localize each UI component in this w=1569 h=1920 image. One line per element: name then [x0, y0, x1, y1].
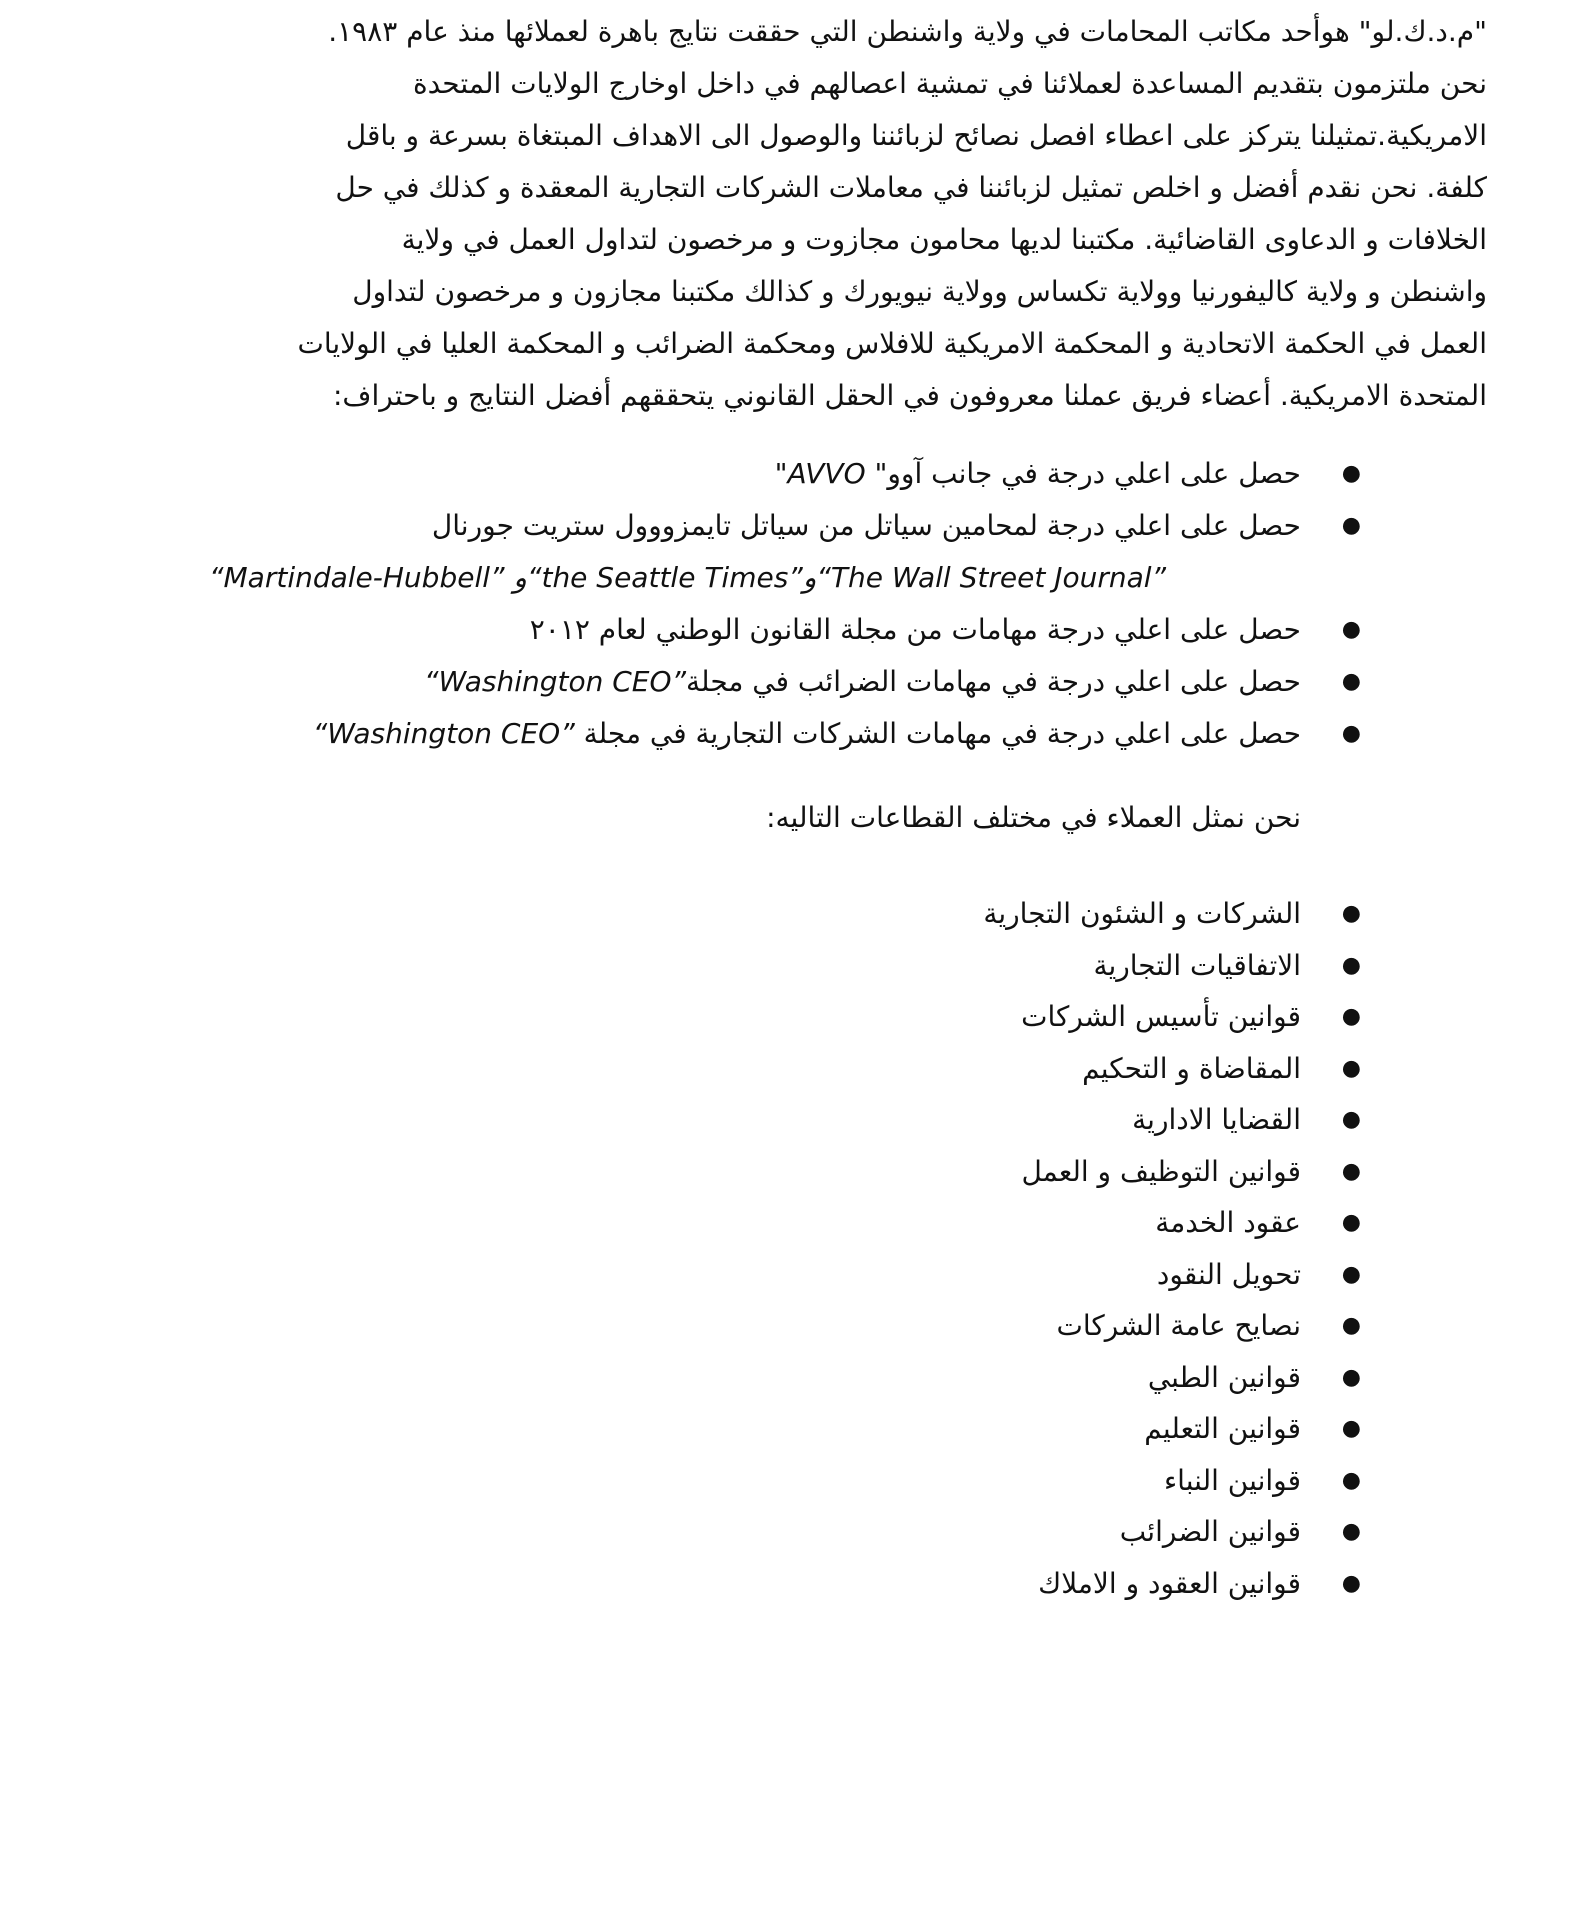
- intro-line: "م.د.ك.لو" هوأحد مكاتب المحامات في ولاية واشنطن التي حققت نتايج باهرة لعملائها منذ عام ١٩٨٣.: [328, 15, 1487, 48]
- sector-text: الاتفاقيات التجارية: [1093, 948, 1301, 982]
- sector-item: [983, 991, 1369, 1043]
- award-item: [119, 448, 1369, 500]
- award-english: “Washington CEO”: [312, 717, 575, 750]
- bullet-icon: ●: [1341, 669, 1361, 694]
- sectors-heading: نحن نمثل العملاء في مختلف القطاعات التاليه:: [766, 801, 1301, 834]
- sector-item: [983, 1249, 1369, 1301]
- intro-line: المتحدة الامريكية. أعضاء فريق عملنا معروفون في الحقل القانوني يتحققهم أفضل النتايج و باحتراف:: [333, 379, 1487, 412]
- bullet-icon: ●: [1341, 1313, 1361, 1338]
- award-text: حصل على اعلي درجة في مهامات الشركات التجارية في مجلة: [583, 717, 1301, 750]
- sector-text: قوانين تأسيس الشركات: [1021, 1000, 1301, 1033]
- intro-line: كلفة. نحن نقدم أفضل و اخلص تمثيل لزبائننا في معاملات الشركات التجارية المعقدة و كذلك في حل: [335, 171, 1487, 204]
- bullet-icon: ●: [1341, 1158, 1361, 1184]
- sector-text: تحويل النقود: [1156, 1257, 1301, 1291]
- sector-text: المقاضاة و التحكيم: [1082, 1051, 1301, 1085]
- bullet-icon: ●: [1341, 1364, 1361, 1390]
- sector-text: عقود الخدمة: [1155, 1206, 1301, 1239]
- sector-item: [983, 1506, 1369, 1558]
- bullet-icon: ●: [1341, 1467, 1361, 1493]
- awards-list: [119, 448, 1369, 760]
- bullet-icon: ●: [1341, 1519, 1361, 1544]
- bullet-icon: ●: [1341, 1004, 1361, 1029]
- award-item: [119, 604, 1369, 656]
- sector-item: [983, 1558, 1369, 1610]
- sector-item: [983, 1146, 1369, 1198]
- intro-line: الامريكية.تمثيلنا يتركز على اعطاء افصل نصائح لزبائننا والوصول الى الاهداف المبتغاة بسرعة و باقل: [345, 119, 1487, 152]
- award-text: حصل على اعلي درجة لمحامين سياتل من سياتل تايمزووول ستريت جورنال: [431, 509, 1301, 542]
- sector-item: [983, 1403, 1369, 1455]
- sector-item: [983, 1455, 1369, 1507]
- sector-item: [983, 1094, 1369, 1146]
- bullet-icon: ●: [1341, 1107, 1361, 1132]
- sector-item: [983, 1300, 1369, 1352]
- intro-line: نحن ملتزمون بتقديم المساعدة لعملائنا في تمشية اعصالهم في داخل اوخارج الولايات المتحدة: [412, 67, 1487, 100]
- award-text: حصل على اعلي درجة في جانب آوو": [865, 457, 1301, 490]
- sectors-list: [983, 888, 1369, 1609]
- sector-item: [983, 888, 1369, 940]
- sector-text: الشركات و الشئون التجارية: [983, 897, 1301, 930]
- sector-text: نصايح عامة الشركات: [1056, 1309, 1301, 1342]
- award-publications: “Martindale-Hubbell” و“the Seattle Times”و“The Wall Street Journal”: [209, 561, 1167, 594]
- bullet-icon: ●: [1341, 1210, 1361, 1235]
- sector-item: [983, 1197, 1369, 1249]
- sector-text: القضايا الادارية: [1132, 1103, 1301, 1136]
- bullet-icon: ●: [1341, 1570, 1361, 1596]
- sector-text: قوانين التوظيف و العمل: [1021, 1154, 1301, 1188]
- sector-text: قوانين النباء: [1164, 1463, 1301, 1497]
- award-item: [119, 708, 1369, 760]
- bullet-icon: ●: [1341, 901, 1361, 926]
- bullet-icon: ●: [1341, 513, 1361, 538]
- sector-item: [983, 1352, 1369, 1404]
- sector-text: قوانين الطبي: [1147, 1360, 1301, 1394]
- bullet-icon: ●: [1341, 617, 1361, 642]
- intro-line: العمل في الحكمة الاتحادية و المحكمة الامريكية للافلاس ومحكمة الضرائب و المحكمة العليا في الولايات: [297, 327, 1487, 360]
- intro-line: واشنطن و ولاية كاليفورنيا وولاية تكساس وولاية نيويورك و كذالك مكتبنا مجازون و مرخصون لتداول: [352, 275, 1487, 308]
- award-item: [119, 656, 1369, 708]
- bullet-icon: ●: [1341, 1416, 1361, 1441]
- award-english-suffix: ": [774, 457, 788, 490]
- sector-text: قوانين التعليم: [1144, 1412, 1301, 1445]
- sector-text: قوانين الضرائب: [1119, 1515, 1301, 1548]
- sector-text: قوانين العقود و الاملاك: [1038, 1566, 1301, 1600]
- award-english: “Washington CEO”: [424, 665, 687, 698]
- intro-paragraph: [92, 6, 1487, 422]
- bullet-icon: ●: [1341, 721, 1361, 746]
- award-english: AVVO: [787, 457, 866, 490]
- bullet-icon: ●: [1341, 1055, 1361, 1081]
- bullet-icon: ●: [1341, 461, 1361, 486]
- bullet-icon: ●: [1341, 952, 1361, 978]
- sector-item: [983, 940, 1369, 992]
- award-text: حصل على اعلي درجة في مهامات الضرائب في مجلة: [686, 665, 1301, 698]
- award-text: حصل على اعلي درجة مهامات من مجلة القانون الوطني لعام ٢٠١٢: [529, 613, 1301, 646]
- intro-line: الخلافات و الدعاوى القاضائية. مكتبنا لديها محامون مجازوت و مرخصون لتداول العمل في ولاية: [401, 223, 1487, 256]
- bullet-icon: ●: [1341, 1261, 1361, 1287]
- award-item: [119, 500, 1369, 604]
- sector-item: [983, 1043, 1369, 1095]
